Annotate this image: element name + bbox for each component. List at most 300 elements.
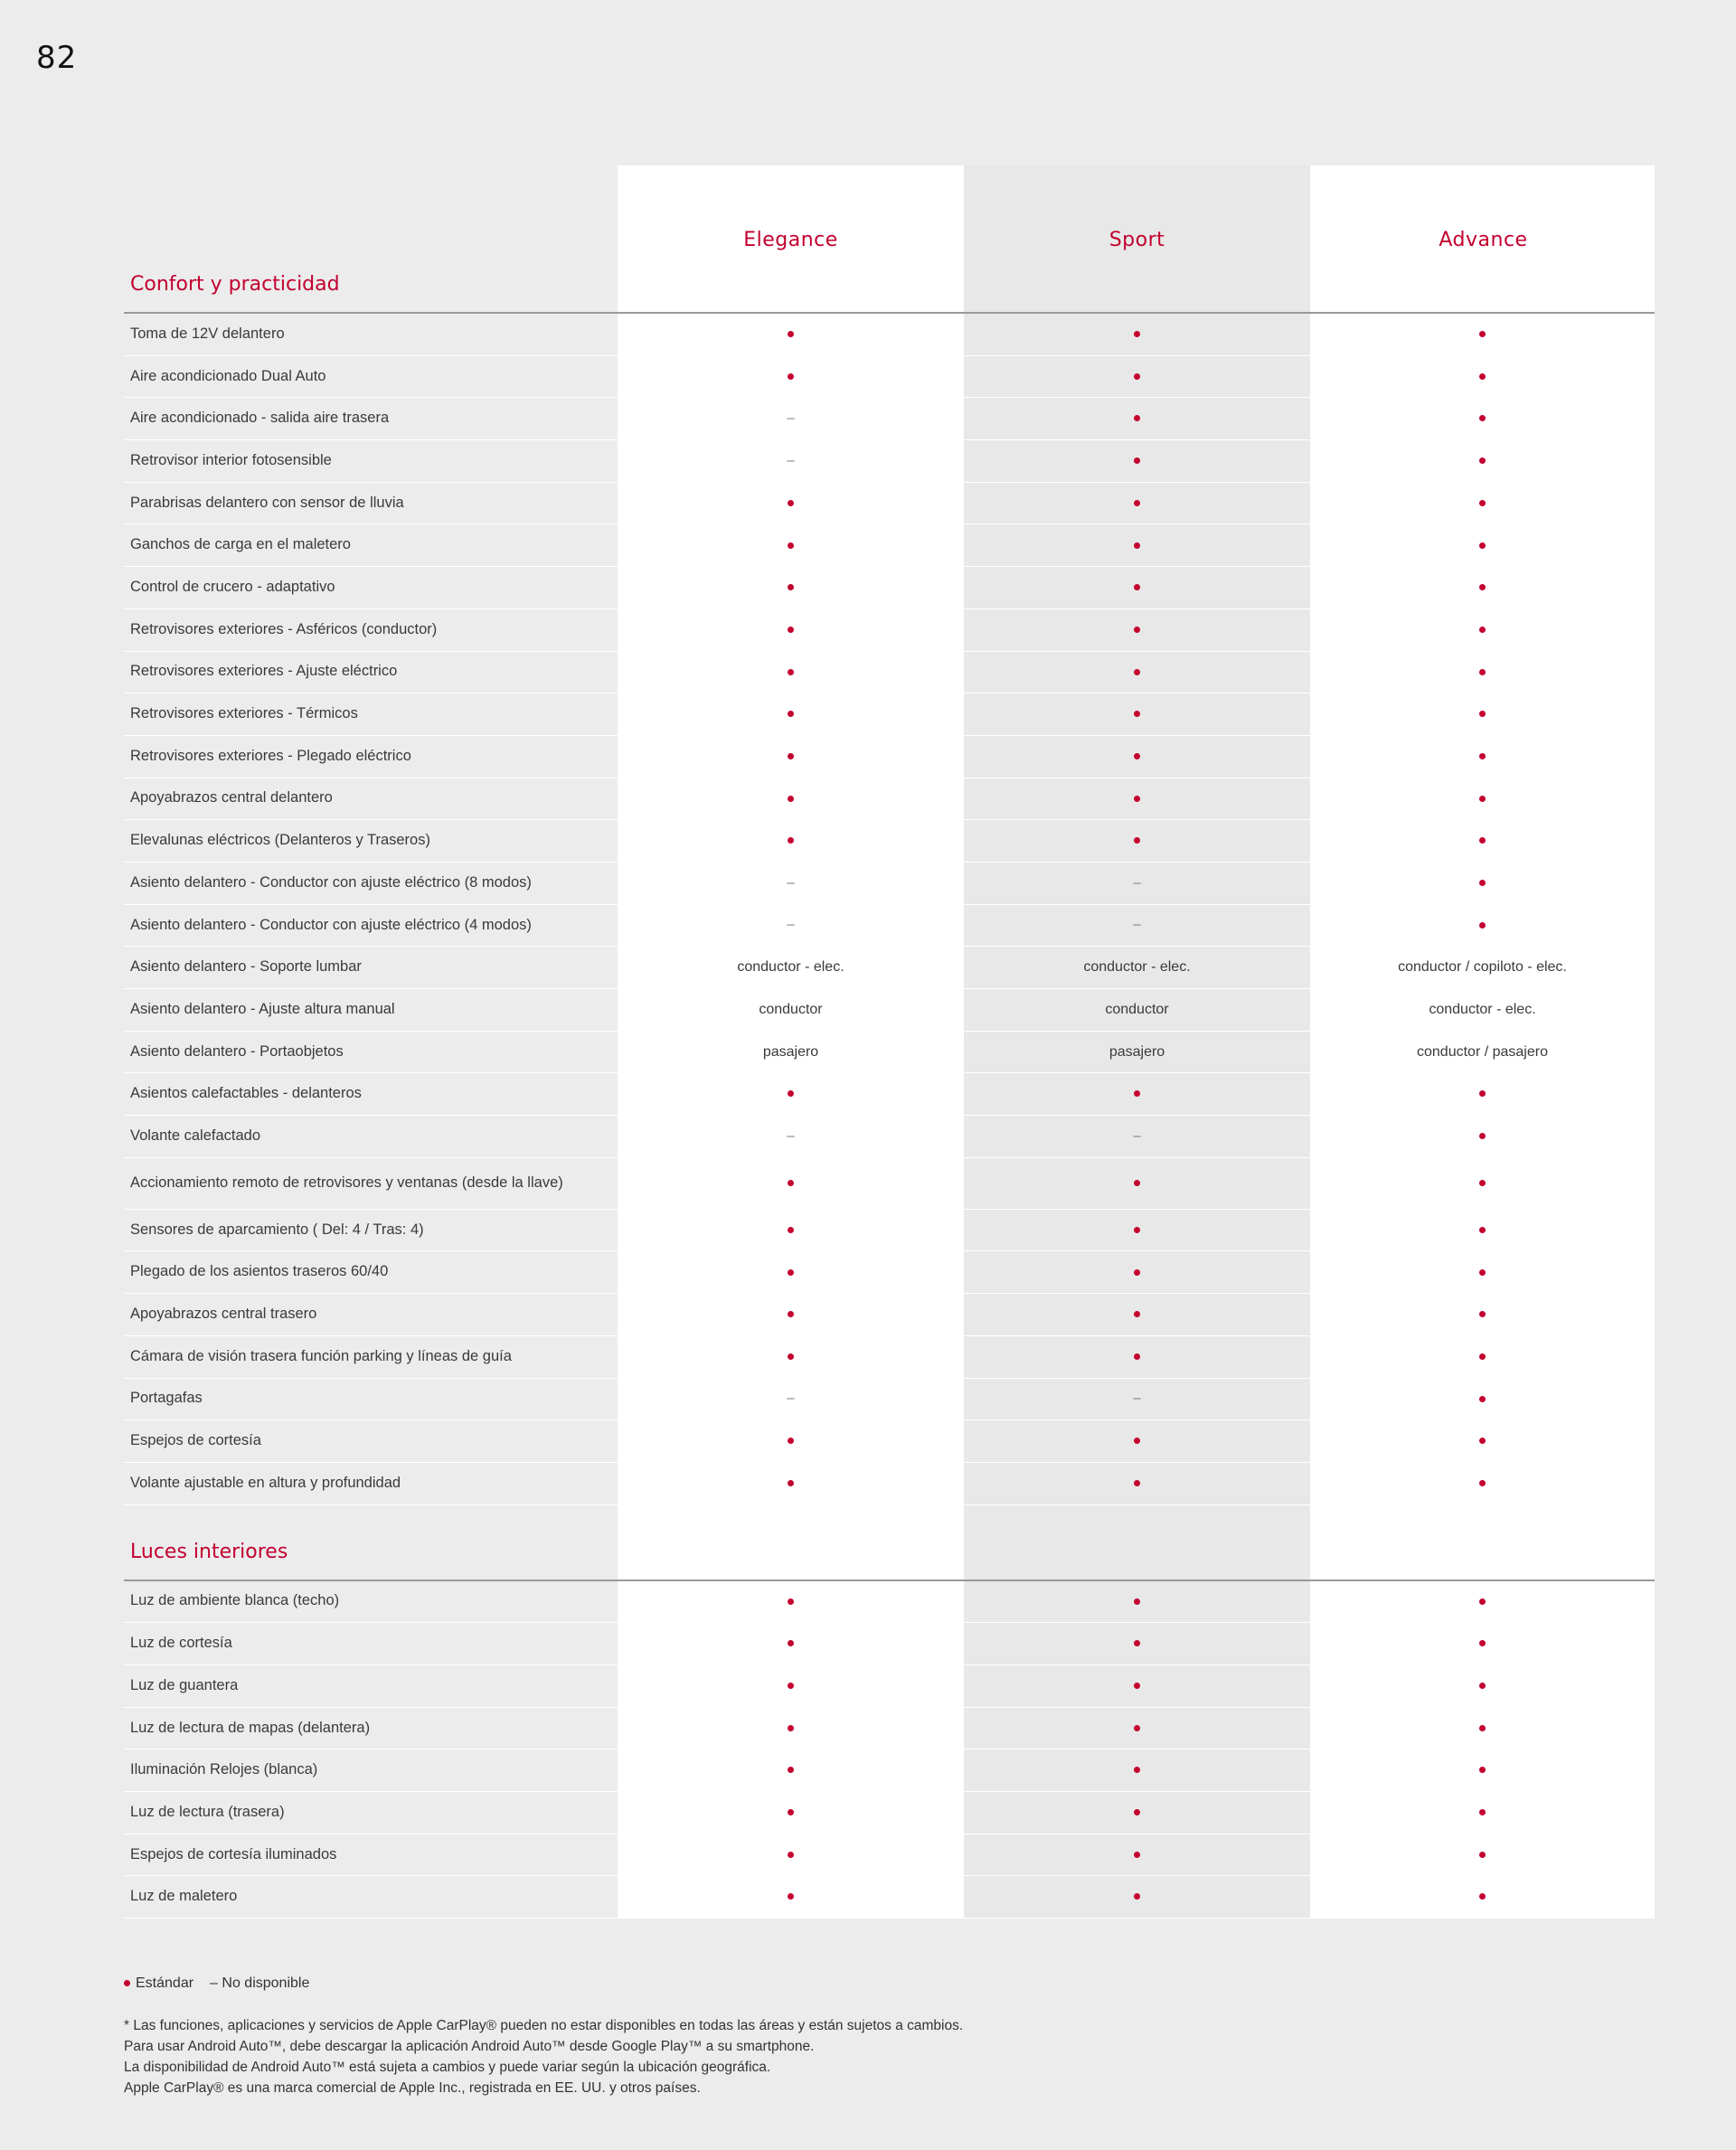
standard-dot-icon [1479, 753, 1486, 759]
not-available-cell [618, 453, 964, 469]
feature-label: Aire acondicionado Dual Auto [130, 367, 326, 384]
spec-table [124, 165, 1655, 1919]
standard-dot-icon [788, 837, 794, 844]
standard-cell [1310, 1264, 1655, 1280]
standard-dot-icon [1479, 1353, 1486, 1360]
feature-label: Asiento delantero - Portaobjetos [130, 1042, 344, 1060]
standard-dot-icon [788, 753, 794, 759]
legend-not-available [210, 1976, 309, 1992]
not-available-cell [964, 917, 1310, 933]
feature-label: Asiento delantero - Soporte lumbar [130, 958, 362, 976]
dash-icon: – [787, 1391, 795, 1407]
standard-dot-icon [1479, 1180, 1486, 1186]
page-number: 82 [36, 40, 78, 76]
table-row [124, 693, 1655, 736]
standard-cell [1310, 706, 1655, 722]
standard-cell [964, 1086, 1310, 1102]
standard-cell [964, 1762, 1310, 1778]
legend-not-available-label: No disponible [222, 1976, 310, 1991]
standard-dot-icon [1134, 1893, 1140, 1900]
table-row [124, 652, 1655, 694]
standard-cell [964, 1678, 1310, 1694]
standard-dot-icon [1134, 415, 1140, 421]
value-cell: conductor [759, 1001, 823, 1017]
footnote-line: La disponibilidad de Android Auto™ está sujeta a cambios y puede variar según la ubicación geográfica. [124, 2060, 771, 2075]
standard-dot-icon [788, 1311, 794, 1317]
standard-dot-icon [1479, 1852, 1486, 1858]
standard-cell [964, 1349, 1310, 1365]
variant-header-advance: Advance [1439, 229, 1528, 251]
standard-cell [1310, 833, 1655, 849]
standard-dot-icon [1134, 837, 1140, 844]
section-title: Luces interiores [130, 1540, 288, 1563]
feature-label: Ganchos de carga en el maletero [130, 536, 351, 553]
standard-dot-icon [1134, 627, 1140, 633]
standard-dot-icon [1479, 1133, 1486, 1139]
dash-icon: – [210, 1976, 218, 1991]
standard-dot-icon [1479, 1640, 1486, 1646]
table-row [124, 1158, 1655, 1210]
standard-dot-icon [788, 1683, 794, 1689]
value-cell: conductor / copiloto - elec. [1398, 959, 1567, 976]
standard-cell [1310, 1175, 1655, 1192]
feature-label: Control de crucero - adaptativo [130, 579, 335, 595]
standard-cell [618, 1636, 964, 1652]
table-row [124, 1708, 1655, 1750]
standard-dot-icon [1479, 627, 1486, 633]
value-cell: conductor - elec. [1429, 1001, 1536, 1017]
standard-cell [618, 1805, 964, 1821]
standard-cell [964, 326, 1310, 343]
dash-icon: – [787, 452, 795, 468]
standard-cell [618, 790, 964, 806]
feature-label: Retrovisor interior fotosensible [130, 451, 332, 468]
standard-dot-icon [1134, 1640, 1140, 1646]
standard-dot-icon [1134, 753, 1140, 759]
standard-dot-icon [1134, 1438, 1140, 1444]
standard-cell [964, 833, 1310, 849]
standard-cell [618, 833, 964, 849]
table-row [124, 947, 1655, 989]
standard-dot-icon [788, 1852, 794, 1858]
standard-dot-icon [1479, 1893, 1486, 1900]
standard-dot-icon [124, 1980, 130, 1986]
standard-dot-icon [1479, 1809, 1486, 1815]
standard-cell [1310, 1222, 1655, 1239]
standard-dot-icon [1479, 542, 1486, 549]
feature-label: Volante calefactado [130, 1127, 261, 1144]
standard-cell [964, 1175, 1310, 1192]
standard-dot-icon [1479, 922, 1486, 929]
standard-cell [618, 1847, 964, 1863]
standard-cell [1310, 1720, 1655, 1736]
table-row [124, 440, 1655, 483]
table-row [124, 1834, 1655, 1877]
standard-cell [1310, 1678, 1655, 1694]
standard-dot-icon [1134, 584, 1140, 590]
value-cell: conductor / pasajero [1417, 1043, 1548, 1060]
standard-dot-icon [1134, 1180, 1140, 1186]
standard-dot-icon [1479, 373, 1486, 380]
legend-standard [124, 1976, 193, 1992]
table-row [124, 1665, 1655, 1708]
standard-cell [964, 495, 1310, 512]
feature-label: Espejos de cortesía iluminados [130, 1845, 337, 1862]
standard-dot-icon [1134, 669, 1140, 675]
not-available-cell [964, 1128, 1310, 1145]
standard-cell [1310, 1847, 1655, 1863]
standard-dot-icon [1134, 1090, 1140, 1097]
feature-label: Luz de cortesía [130, 1635, 232, 1652]
standard-dot-icon [788, 1090, 794, 1097]
table-row [124, 1420, 1655, 1463]
table-row [124, 1623, 1655, 1665]
standard-cell [1310, 664, 1655, 680]
feature-label: Retrovisores exteriores - Ajuste eléctrico [130, 663, 398, 680]
standard-dot-icon [1134, 1480, 1140, 1486]
standard-dot-icon [1134, 1311, 1140, 1317]
standard-cell [964, 369, 1310, 385]
standard-dot-icon [1134, 1353, 1140, 1360]
feature-label: Luz de ambiente blanca (techo) [130, 1592, 340, 1609]
standard-cell [618, 622, 964, 638]
standard-dot-icon [788, 331, 794, 337]
standard-cell [1310, 1762, 1655, 1778]
standard-dot-icon [1134, 1852, 1140, 1858]
standard-cell [1310, 875, 1655, 891]
section-header [124, 165, 1655, 314]
table-row [124, 1581, 1655, 1624]
feature-label: Apoyabrazos central delantero [130, 789, 333, 806]
table-row [124, 1032, 1655, 1074]
standard-dot-icon [788, 1725, 794, 1731]
standard-dot-icon [1479, 500, 1486, 506]
standard-dot-icon [1479, 880, 1486, 886]
standard-cell [618, 1349, 964, 1365]
feature-label: Aire acondicionado - salida aire trasera [130, 410, 390, 427]
table-row [124, 820, 1655, 863]
standard-dot-icon [788, 1480, 794, 1486]
standard-dot-icon [1134, 1227, 1140, 1233]
standard-cell [618, 1433, 964, 1449]
standard-cell [964, 1636, 1310, 1652]
not-available-cell [964, 875, 1310, 891]
standard-dot-icon [788, 1598, 794, 1605]
table-row [124, 1379, 1655, 1421]
standard-cell [1310, 1306, 1655, 1323]
standard-cell [964, 1847, 1310, 1863]
standard-dot-icon [788, 1893, 794, 1900]
value-cell: conductor - elec. [737, 959, 844, 976]
feature-label: Parabrisas delantero con sensor de lluvia [130, 494, 404, 511]
standard-dot-icon [1479, 1269, 1486, 1276]
standard-cell [964, 1720, 1310, 1736]
standard-cell [1310, 326, 1655, 343]
standard-dot-icon [1479, 1396, 1486, 1402]
standard-dot-icon [788, 1767, 794, 1773]
standard-cell [964, 749, 1310, 765]
table-row [124, 1210, 1655, 1252]
standard-dot-icon [788, 542, 794, 549]
standard-cell [618, 749, 964, 765]
standard-dot-icon [1479, 1598, 1486, 1605]
standard-cell [964, 1222, 1310, 1239]
footnote-line: * Las funciones, aplicaciones y servicios de Apple CarPlay® pueden no estar disponibles en todas las áreas y están sujetos a cambios. [124, 2018, 964, 2033]
feature-label: Cámara de visión trasera función parking y líneas de guía [130, 1347, 512, 1364]
standard-dot-icon [788, 1809, 794, 1815]
standard-dot-icon [788, 669, 794, 675]
standard-dot-icon [1479, 1311, 1486, 1317]
standard-dot-icon [1134, 331, 1140, 337]
feature-label: Asiento delantero - Conductor con ajuste eléctrico (4 modos) [130, 916, 532, 933]
feature-label: Luz de lectura (trasera) [130, 1803, 285, 1820]
standard-dot-icon [788, 1640, 794, 1646]
standard-dot-icon [1134, 1725, 1140, 1731]
standard-dot-icon [788, 796, 794, 802]
table-row [124, 989, 1655, 1032]
standard-dot-icon [1479, 1683, 1486, 1689]
standard-cell [618, 1762, 964, 1778]
standard-dot-icon [1479, 837, 1486, 844]
dash-icon: – [1133, 1391, 1141, 1407]
standard-cell [964, 580, 1310, 596]
standard-dot-icon [1479, 1767, 1486, 1773]
feature-label: Retrovisores exteriores - Asféricos (conductor) [130, 620, 438, 637]
standard-dot-icon [788, 373, 794, 380]
not-available-cell [618, 1128, 964, 1145]
standard-dot-icon [1134, 1269, 1140, 1276]
table-row [124, 398, 1655, 440]
feature-label: Luz de maletero [130, 1888, 238, 1905]
standard-cell [1310, 1086, 1655, 1102]
standard-cell [1310, 495, 1655, 512]
table-row [124, 1876, 1655, 1919]
legend [124, 1976, 309, 1992]
standard-dot-icon [1479, 331, 1486, 337]
standard-dot-icon [1479, 1438, 1486, 1444]
standard-cell [618, 706, 964, 722]
value-cell: pasajero [762, 1043, 819, 1060]
standard-cell [618, 1306, 964, 1323]
standard-dot-icon [788, 627, 794, 633]
standard-dot-icon [1479, 457, 1486, 464]
standard-dot-icon [1479, 669, 1486, 675]
standard-dot-icon [1479, 1090, 1486, 1097]
table-row [124, 778, 1655, 821]
standard-dot-icon [1134, 711, 1140, 717]
standard-dot-icon [788, 500, 794, 506]
value-cell: conductor - elec. [1083, 959, 1191, 976]
standard-cell [1310, 369, 1655, 385]
standard-cell [618, 1476, 964, 1492]
standard-cell [1310, 1476, 1655, 1492]
standard-dot-icon [1479, 415, 1486, 421]
standard-cell [618, 1222, 964, 1239]
table-row [124, 483, 1655, 525]
legend-standard-label: Estándar [136, 1976, 194, 1991]
not-available-cell [618, 410, 964, 427]
standard-cell [618, 1720, 964, 1736]
standard-cell [964, 537, 1310, 553]
value-cell: pasajero [1109, 1043, 1165, 1060]
feature-label: Accionamiento remoto de retrovisores y ventanas (desde la llave) [130, 1174, 563, 1191]
standard-cell [1310, 537, 1655, 553]
standard-dot-icon [1134, 373, 1140, 380]
feature-label: Espejos de cortesía [130, 1432, 261, 1449]
standard-dot-icon [1479, 711, 1486, 717]
not-available-cell [618, 917, 964, 933]
dash-icon: – [787, 874, 795, 891]
feature-label: Asiento delantero - Conductor con ajuste eléctrico (8 modos) [130, 873, 532, 891]
feature-label: Iluminación Relojes (blanca) [130, 1761, 318, 1778]
standard-cell [1310, 1636, 1655, 1652]
standard-dot-icon [788, 1438, 794, 1444]
not-available-cell [618, 875, 964, 891]
standard-cell [618, 1264, 964, 1280]
value-cell: conductor [1105, 1001, 1169, 1017]
standard-cell [964, 706, 1310, 722]
dash-icon: – [1133, 874, 1141, 891]
variant-header-sport: Sport [1109, 229, 1165, 251]
standard-cell [1310, 1593, 1655, 1609]
not-available-cell [618, 1391, 964, 1407]
feature-label: Apoyabrazos central trasero [130, 1306, 317, 1322]
standard-cell [1310, 410, 1655, 427]
feature-label: Luz de guantera [130, 1676, 239, 1693]
standard-cell [1310, 453, 1655, 469]
table-row [124, 1336, 1655, 1379]
feature-label: Asiento delantero - Ajuste altura manual [130, 1000, 395, 1017]
standard-cell [618, 369, 964, 385]
standard-cell [1310, 1391, 1655, 1407]
standard-cell [1310, 790, 1655, 806]
table-row [124, 1294, 1655, 1336]
standard-dot-icon [1134, 542, 1140, 549]
table-row [124, 314, 1655, 356]
table-row [124, 524, 1655, 567]
table-row [124, 1792, 1655, 1834]
standard-cell [964, 410, 1310, 427]
not-available-cell [964, 1391, 1310, 1407]
feature-label: Asientos calefactables - delanteros [130, 1085, 362, 1102]
section-title: Confort y practicidad [130, 273, 340, 296]
feature-label: Volante ajustable en altura y profundidad [130, 1474, 401, 1491]
standard-cell [618, 1175, 964, 1192]
table-row [124, 1749, 1655, 1792]
standard-dot-icon [788, 1269, 794, 1276]
dash-icon: – [787, 917, 795, 933]
standard-dot-icon [1479, 796, 1486, 802]
table-row [124, 736, 1655, 778]
feature-label: Portagafas [130, 1390, 203, 1407]
table-row [124, 609, 1655, 652]
standard-cell [1310, 749, 1655, 765]
standard-cell [1310, 1128, 1655, 1145]
table-row [124, 1251, 1655, 1294]
standard-cell [964, 664, 1310, 680]
dash-icon: – [1133, 917, 1141, 933]
standard-cell [1310, 1349, 1655, 1365]
table-row [124, 1073, 1655, 1116]
standard-dot-icon [788, 584, 794, 590]
footnote-line: Para usar Android Auto™, debe descargar la aplicación Android Auto™ desde Google Play™ a su smartphone. [124, 2039, 815, 2054]
standard-cell [618, 1889, 964, 1905]
feature-label: Elevalunas eléctricos (Delanteros y Traseros) [130, 832, 430, 849]
feature-label: Sensores de aparcamiento ( Del: 4 / Tras: 4) [130, 1221, 424, 1238]
standard-dot-icon [1479, 1227, 1486, 1233]
standard-cell [964, 1264, 1310, 1280]
standard-cell [964, 1889, 1310, 1905]
standard-cell [1310, 1805, 1655, 1821]
standard-dot-icon [788, 1227, 794, 1233]
standard-cell [964, 453, 1310, 469]
standard-dot-icon [788, 1353, 794, 1360]
table-row [124, 863, 1655, 905]
standard-cell [618, 664, 964, 680]
standard-cell [618, 1678, 964, 1694]
standard-cell [964, 1306, 1310, 1323]
standard-dot-icon [1479, 1725, 1486, 1731]
standard-cell [1310, 622, 1655, 638]
standard-cell [618, 1086, 964, 1102]
table-row [124, 356, 1655, 399]
standard-cell [964, 1593, 1310, 1609]
standard-cell [1310, 580, 1655, 596]
standard-cell [1310, 1433, 1655, 1449]
standard-cell [618, 1593, 964, 1609]
standard-cell [964, 1433, 1310, 1449]
standard-cell [618, 580, 964, 596]
table-row [124, 567, 1655, 609]
standard-cell [618, 326, 964, 343]
standard-dot-icon [1134, 1683, 1140, 1689]
standard-dot-icon [1479, 584, 1486, 590]
standard-cell [964, 1805, 1310, 1821]
footnotes [124, 2015, 963, 2098]
standard-dot-icon [788, 1180, 794, 1186]
standard-dot-icon [1134, 1809, 1140, 1815]
standard-dot-icon [1134, 457, 1140, 464]
feature-label: Plegado de los asientos traseros 60/40 [130, 1263, 389, 1280]
standard-dot-icon [1134, 1767, 1140, 1773]
standard-cell [618, 537, 964, 553]
standard-cell [618, 495, 964, 512]
dash-icon: – [787, 1127, 795, 1144]
standard-dot-icon [1134, 796, 1140, 802]
feature-label: Toma de 12V delantero [130, 325, 285, 342]
feature-label: Retrovisores exteriores - Plegado eléctrico [130, 747, 411, 764]
standard-dot-icon [1134, 500, 1140, 506]
table-row [124, 905, 1655, 948]
standard-dot-icon [1479, 1480, 1486, 1486]
dash-icon: – [1133, 1127, 1141, 1144]
footnote-line: Apple CarPlay® es una marca comercial de Apple Inc., registrada en EE. UU. y otros países. [124, 2080, 701, 2096]
standard-dot-icon [788, 711, 794, 717]
standard-cell [1310, 917, 1655, 933]
table-row [124, 1116, 1655, 1158]
standard-dot-icon [1134, 1598, 1140, 1605]
standard-cell [964, 790, 1310, 806]
table-row [124, 1463, 1655, 1505]
section-header [124, 1505, 1655, 1581]
variant-header-elegance: Elegance [743, 229, 838, 251]
dash-icon: – [787, 410, 795, 427]
standard-cell [964, 622, 1310, 638]
feature-label: Luz de lectura de mapas (delantera) [130, 1719, 371, 1736]
feature-label: Retrovisores exteriores - Térmicos [130, 705, 358, 722]
standard-cell [964, 1476, 1310, 1492]
standard-cell [1310, 1889, 1655, 1905]
